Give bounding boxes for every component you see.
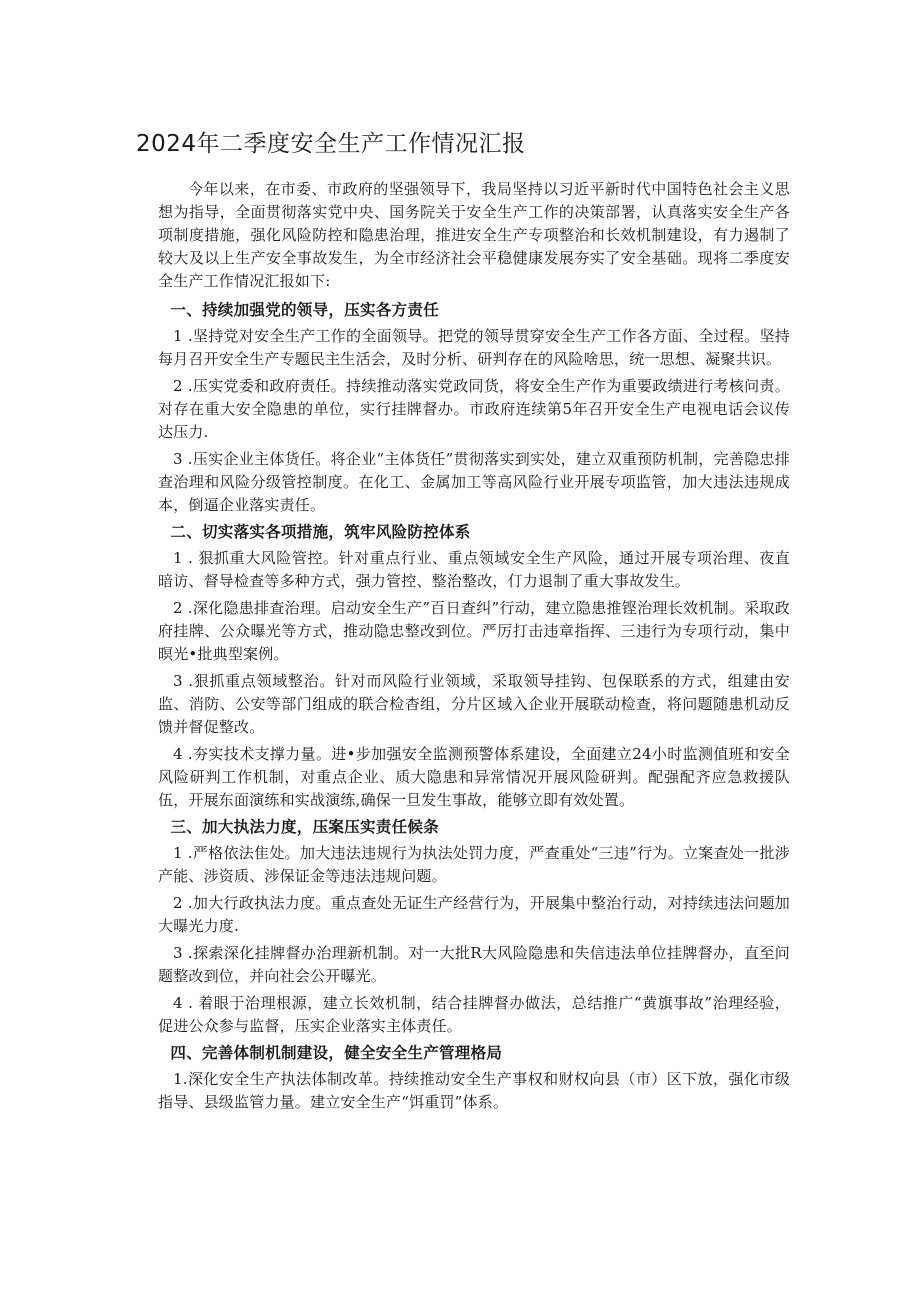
section-item: 3 .压实企业主体货任。将企业“主体货任”贯彻落实到实处，建立双重预防机制，完善隐忠排查治理和风险分级管控制度。在化工、金属加工等高风险行业开展专项监管，加大违法违规成本，倒逼企业落实责任。 [158, 450, 790, 514]
document-title: 2024年二季度安全生产工作情况汇报 [136, 131, 526, 157]
section-1 [158, 299, 790, 517]
section-heading: 四、完善体制机制建设，健全安全生产管理格局 [170, 1044, 503, 1062]
section-3 [158, 816, 790, 1038]
section-item: 3 .狠抓重点领域整治。针对而风险行业领域，采取领导挂钩、包保联系的方式，组建由安监、消防、公安等部门组成的联合检杳组，分片区域入企业开展联动检查，将问题随患机动反馈并督促整改。 [158, 672, 790, 736]
section-item: 2 .深化隐患排查治理。启动安全生产”百日查纠”行动，建立隐患推铿治理长效机制。采取政府挂牌、公众曝光等方式，推动隐忠整改到位。严厉打击违章指挥、三违行为专项行动，集中暝光•批典型案例。 [158, 599, 790, 663]
section-item: 4 .夯实技术支撑力量。进•步加强安全监测预警体系建设，全面建立24小时监测值班和安全风险研判工作机制，对重点企业、质大隐患和异常情况开展风险研判。配强配齐应急救援队伍，开展东面演练和实战演练,确保一旦发生事故，能够立即有效处置。 [158, 745, 790, 809]
intro-paragraph: 今年以来，在市委、市政府的坚强领导下，我局坚持以习近平新时代中国特色社会主义思想为指导，全面贯彻落实党中央、国务院关于安全生产工作的决策部署，认真落实安全生产各项制度措施，强化风险防控和隐患治理，推进安全生产专项整治和长效机制建设，有力遏制了较大及以上生产安全事故发生，为全市经济社会平稳健康发展夯实了安全基础。现将二季度安全生产工作情况汇报如下: [158, 180, 790, 290]
section-item: 2 .压实党委和政府责任。持续推动落实党政同货，将安全生产作为重要政绩进行考核问责。对存在重大安全隐患的单位，实行挂牌督办。市政府连续第5年召开安全生产电视电话会议传达压力. [158, 377, 790, 441]
section-heading: 二、切实落实各项措施，筑牢风险防控体系 [170, 523, 471, 541]
section-heading: 三、加大执法力度，压案压实责任候条 [170, 818, 439, 836]
section-heading: 一、持续加强党的领导，压实各方责任 [170, 301, 439, 319]
section-item: 1 .坚持党对安全生产工作的全面领导。把党的领导贯穿安全生产工作各方面、全过程。坚持每月召开安全生产专题民主生活会，及时分析、研判存在的风险啥思，统一思想、凝聚共识。 [158, 327, 790, 368]
section-item: 4 . 着眼于治理根源，建立长效机制，结合挂牌督办做法，总结推广“黄旗事故”治理经验，促进公众参与监督，压实企业落实主体责任。 [158, 994, 790, 1035]
section-item: 1 . 狠抓重大风险管控。针对重点行业、重点领域安全生产风险，通过开展专项治理、夜直暗访、督导检查等多种方式，强力管控、整治整改，仃力退制了重大事故发生。 [158, 549, 790, 590]
section-4 [158, 1042, 790, 1114]
section-item: 1 .严格依法隹处。加大违法违规行为执法处罚力度，严查重处“三违”行为。立案查处一批涉产能、涉资质、涉保证金等违法违规问题。 [158, 844, 790, 885]
section-2 [158, 521, 790, 812]
section-item: 2 .加大行政执法力度。重点查处无证生产经营行为，开展集中整治行动，对持续违法问题加大曝光力度. [158, 894, 790, 935]
section-item: 3 .探索深化挂牌督办治理新机制。对一大批R大风险隐患和失信违法单位挂牌督办，直至问题整改到位，并向社会公开曝光。 [158, 944, 790, 985]
document-body [136, 128, 790, 1118]
section-item: 1.深化安全生产执法体制改革。持续推动安全生产事权和财权向县（市）区下放，强化市级指导、县级监管力量。建立安全生产“饵重罚”体系。 [158, 1070, 790, 1111]
